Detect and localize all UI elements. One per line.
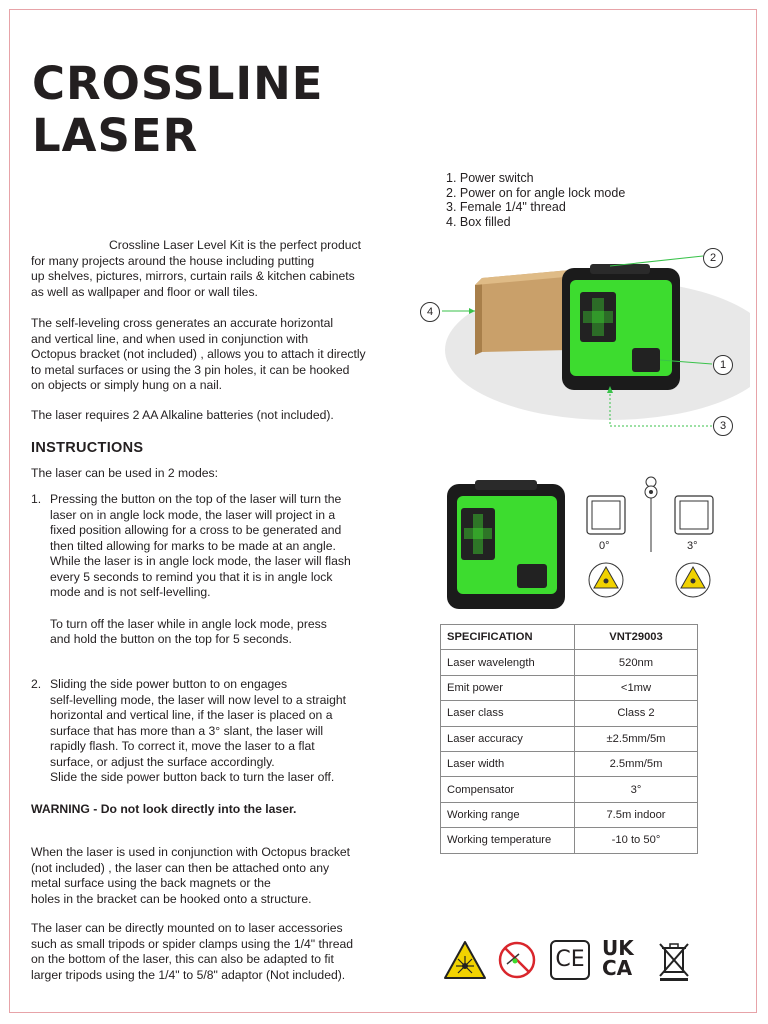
- laser-warning-icon: [443, 940, 487, 985]
- step-1: [31, 492, 403, 648]
- spec-value: 2.5mm/5m: [575, 751, 698, 776]
- step-line: While the laser is in angle lock mode, the laser will flash: [50, 554, 351, 568]
- callout-2: 2: [703, 248, 723, 268]
- spec-value: -10 to 50°: [575, 828, 698, 853]
- accessories-line: The laser can be directly mounted on to laser accessories: [31, 921, 343, 935]
- parts-list-item: 3. Female 1/4" thread: [446, 200, 566, 214]
- batteries-note: The laser requires 2 AA Alkaline batteries (not included).: [31, 408, 334, 422]
- modes-intro: The laser can be used in 2 modes:: [31, 466, 218, 480]
- callout-3: 3: [713, 416, 733, 436]
- spec-label: Laser accuracy: [441, 726, 575, 751]
- parts-list: [446, 171, 625, 229]
- step-line: then tilted allowing for marks to be made at an angle.: [50, 538, 336, 553]
- step-line: surface that has more than a 3° slant, the laser will: [50, 723, 324, 738]
- spec-row: [441, 751, 698, 776]
- tilt-label-3: 3°: [687, 540, 698, 552]
- step-line: fixed position allowing for a cross to be generated and: [50, 523, 342, 537]
- spec-value: Class 2: [575, 701, 698, 726]
- spec-row: [441, 675, 698, 700]
- weee-bin-icon: [656, 940, 692, 987]
- step-number: 2.: [31, 677, 42, 691]
- callout-1: 1: [713, 355, 733, 375]
- spec-header-row: [441, 625, 698, 650]
- step-line: mode and is not self-levelling.: [50, 585, 211, 599]
- spec-value: 3°: [575, 777, 698, 802]
- spec-row: [441, 726, 698, 751]
- step-line: and hold the button on the top for 5 seconds.: [50, 632, 292, 646]
- spec-value: 7.5m indoor: [575, 802, 698, 827]
- ukca-line-1: UK: [602, 936, 634, 960]
- instructions-heading: INSTRUCTIONS: [31, 440, 144, 456]
- spec-label: Laser wavelength: [441, 650, 575, 675]
- spec-value: 520nm: [575, 650, 698, 675]
- spec-value: ±2.5mm/5m: [575, 726, 698, 751]
- accessories-line: on the bottom of the laser, this can also be adapted to fit: [31, 952, 334, 966]
- intro-line: for many projects around the house including putting: [31, 253, 315, 268]
- step-line: every 5 seconds to remind you that it is in angle lock: [50, 569, 333, 584]
- page-title: [32, 58, 324, 162]
- octopus-line: (not included) , the laser can then be attached onto any: [31, 860, 330, 875]
- self-leveling-line: Octopus bracket (not included) , allows you to attach it directly: [31, 347, 366, 361]
- octopus-line: metal surface using the back magnets or the: [31, 876, 271, 890]
- intro-line: up shelves, pictures, mirrors, curtain rails & kitchen cabinets: [31, 269, 355, 283]
- octopus-paragraph: [31, 845, 403, 907]
- step-2: [31, 677, 403, 786]
- spec-row: [441, 777, 698, 802]
- callout-4: 4: [420, 302, 440, 322]
- spec-row: [441, 802, 698, 827]
- product-illustration: [420, 240, 750, 440]
- step-line: surface, or adjust the surface accordingly.: [50, 754, 275, 769]
- spec-row: [441, 650, 698, 675]
- tilt-label-0: 0°: [599, 540, 610, 552]
- step-line: laser on in angle lock mode, the laser will project in a: [50, 507, 336, 522]
- spec-row: [441, 701, 698, 726]
- step-line: Sliding the side power button to on engages: [50, 677, 288, 691]
- step-number: 1.: [31, 492, 42, 506]
- self-leveling-line: to metal surfaces or using the 3 pin holes, it can be hooked: [31, 362, 350, 377]
- accessories-paragraph: [31, 921, 403, 983]
- self-leveling-paragraph: [31, 316, 403, 394]
- spec-label: Working temperature: [441, 828, 575, 853]
- ce-mark-icon: [550, 940, 590, 980]
- spec-label: Working range: [441, 802, 575, 827]
- spec-header-model: VNT29003: [575, 625, 698, 650]
- step-line: self-levelling mode, the laser will now level to a straight: [50, 692, 347, 707]
- step-line: rapidly flash. To correct it, move the laser to a flat: [50, 739, 315, 753]
- self-leveling-line: on objects or simply hung on a nail.: [31, 378, 223, 392]
- laser-front-illustration: [445, 478, 570, 613]
- step-line: Slide the side power button back to turn the laser off.: [50, 770, 335, 784]
- self-leveling-line: and vertical line, and when used in conjunction with: [31, 331, 309, 346]
- spec-label: Compensator: [441, 777, 575, 802]
- title-line-2: LASER: [32, 109, 199, 162]
- ukca-mark-icon: [602, 938, 646, 978]
- parts-list-item: 2. Power on for angle lock mode: [446, 185, 626, 200]
- ukca-line-2: CA: [602, 956, 633, 980]
- laser-with-box-image: [420, 240, 750, 440]
- laser-front-image: [445, 478, 570, 613]
- octopus-line: holes in the bracket can be hooked onto a structure.: [31, 891, 312, 906]
- specification-table: [440, 624, 698, 854]
- intro-line: Crossline Laser Level Kit is the perfect product: [109, 238, 361, 252]
- accessories-line: larger tripods using the 1/4" to 5/8" adaptor (Not included).: [31, 967, 346, 982]
- accessories-line: such as small tripods or spider clamps using the 1/4" thread: [31, 936, 354, 951]
- spec-label: Laser width: [441, 751, 575, 776]
- no-eye-exposure-icon: [497, 940, 537, 985]
- tilt-diagram: [585, 476, 725, 606]
- intro-paragraph: [31, 238, 403, 300]
- spec-label: Laser class: [441, 701, 575, 726]
- title-line-1: CROSSLINE: [32, 57, 324, 110]
- step-line: horizontal and vertical line, if the laser is placed on a: [50, 708, 333, 722]
- parts-list-item: 1. Power switch: [446, 171, 534, 185]
- self-leveling-line: The self-leveling cross generates an accurate horizontal: [31, 316, 334, 330]
- parts-list-item: 4. Box filled: [446, 214, 511, 229]
- intro-line: as well as wallpaper and floor or wall tiles.: [31, 284, 258, 299]
- spec-header-label: SPECIFICATION: [441, 625, 575, 650]
- spec-label: Emit power: [441, 675, 575, 700]
- spec-value: <1mw: [575, 675, 698, 700]
- spec-row: [441, 828, 698, 853]
- step-line: To turn off the laser while in angle lock mode, press: [50, 616, 327, 631]
- step-line: Pressing the button on the top of the laser will turn the: [50, 492, 342, 506]
- ce-mark-text: CE: [555, 947, 585, 972]
- octopus-line: When the laser is used in conjunction with Octopus bracket: [31, 845, 351, 859]
- warning-text: WARNING - Do not look directly into the laser.: [31, 802, 297, 816]
